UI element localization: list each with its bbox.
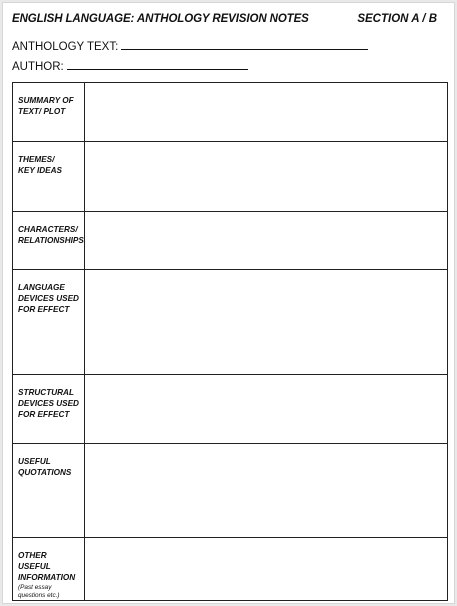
table-row — [13, 270, 448, 375]
anthology-text-label: ANTHOLOGY TEXT: — [12, 41, 119, 53]
table-row — [13, 444, 448, 538]
revision-notes-table — [12, 82, 448, 601]
table-row — [13, 375, 448, 444]
row-label-other-information — [13, 538, 85, 601]
worksheet-page — [2, 2, 455, 604]
anthology-text-field — [12, 39, 368, 53]
row-label-themes: THEMES/ KEY IDEAS — [13, 142, 85, 212]
author-field — [12, 59, 248, 73]
table-row — [13, 83, 448, 142]
row-label-quotations: USEFUL QUOTATIONS — [13, 444, 85, 538]
table-row — [13, 538, 448, 601]
other-information-label: OTHER USEFUL INFORMATION — [18, 551, 76, 582]
answer-cell-other-information[interactable] — [85, 538, 448, 601]
answer-cell-structural-devices[interactable] — [85, 375, 448, 444]
table-row — [13, 142, 448, 212]
anthology-text-blank-line[interactable] — [121, 39, 368, 50]
worksheet-title: ENGLISH LANGUAGE: ANTHOLOGY REVISION NOTES — [12, 13, 309, 25]
answer-cell-themes[interactable] — [85, 142, 448, 212]
answer-cell-language-devices[interactable] — [85, 270, 448, 375]
answer-cell-quotations[interactable] — [85, 444, 448, 538]
other-information-note: (Past essay questions etc.) — [18, 584, 60, 599]
row-label-structural-devices: STRUCTURAL DEVICES USED FOR EFFECT — [13, 375, 85, 444]
row-label-language-devices: LANGUAGE DEVICES USED FOR EFFECT — [13, 270, 85, 375]
table-row — [13, 212, 448, 270]
section-label: SECTION A / B — [357, 13, 437, 25]
row-label-summary: SUMMARY OF TEXT/ PLOT — [13, 83, 85, 142]
answer-cell-summary[interactable] — [85, 83, 448, 142]
author-blank-line[interactable] — [67, 59, 248, 70]
row-label-characters: CHARACTERS/ RELATIONSHIPS — [13, 212, 85, 270]
answer-cell-characters[interactable] — [85, 212, 448, 270]
author-label: AUTHOR: — [12, 61, 64, 73]
